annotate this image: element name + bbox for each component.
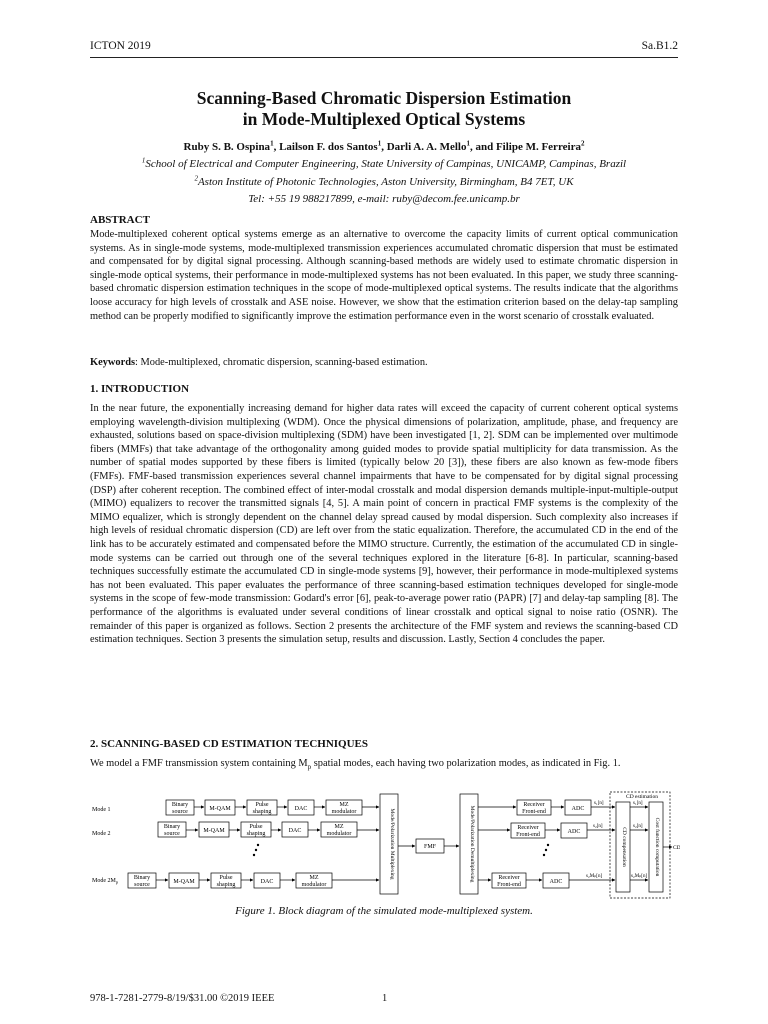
svg-text:MZ: MZ: [309, 875, 319, 881]
figure-1-block-diagram: [90, 790, 680, 902]
svg-text:M-QAM: M-QAM: [203, 828, 225, 834]
svg-text:source: source: [172, 809, 188, 815]
introduction-text: In the near future, the exponentially increasing demand for higher data rates will exceed the capacity of current coherent optical systems employing wavelength-division multiplexing (WDM). Once the physical dimensions of polarization, amplitude, phase, and frequency are exhausted, solutions based on space-division multiplexing (SDM) have been investigated [1, 2]. SDM can be implemented over multimode fibers (MMFs) that take advantage of the orthogonality among guided modes to provide spatial multiplicity for data transmission. As the number of spatial modes supported by these fibers is limited (typically below 20 [3]), these fibers are also known as few-mode fibers (FMFs). FMF-based transmission experiences several channel impairments that have to be compensated for by digital signal processing (DSP) after coherent reception. The combined effect of inter-modal crosstalk and modal dispersion demands multiple-input-multiple-output (MIMO) equalizers to recover the transmitted signals [4, 5]. A main point of concern in practical FMF systems is the complexity of the MIMO equalizer, which is strongly dependent on the channel delay spread caused by modal dispersion. Such complexity also increases if high levels of residual chromatic dispersion (CD) are left over from the static equalization. Therefore, the accumulated CD in the end of the link has to be accurately estimated and compensated before the MIMO structure. Currently, the estimation of the accumulated CD in single-mode systems can be carried out through one of the several techniques explored in the literature [6-8]. In particular, scanning-based techniques successfully estimate the accumulated CD in single-mode systems [9], however, their performance in mode-multiplexed systems has not been evaluated. This paper evaluates the performance of three scanning-based estimation techniques developed for single-mode systems in the scope of few-mode transmission: Godard's error [6], peak-to-average power ratio (PAPR) [7] and delay-tap sampling [8]. The performance of the algorithms is evaluated under several conditions of linear crosstalk and optical signal to noise ratio (OSNR). The remainder of this paper is organized as follows. Section 2 presents the architecture of the FMF system and reviews the scanning-based CD estimation techniques. Section 3 presents the simulation setup, results and discussion. Lastly, Section 4 concludes the paper.: [90, 403, 678, 646]
svg-text:MZ: MZ: [334, 824, 344, 830]
svg-text:DAC: DAC: [294, 806, 308, 812]
section-2-heading: 2. SCANNING-BASED CD ESTIMATION TECHNIQUES: [90, 738, 369, 750]
svg-text:CD compensation: CD compensation: [621, 827, 627, 867]
receiver-section: [478, 792, 680, 898]
author-4: and Filipe M. Ferreira: [475, 141, 581, 153]
svg-text:shaping: shaping: [216, 882, 236, 888]
svg-text:Pulse: Pulse: [219, 875, 233, 881]
keywords-label: Keywords: [90, 357, 136, 368]
affiliation-2: $^2$Aston Institute of Photonic Technologies, Aston University, Birmingham, B4 7ET, UK: [194, 174, 574, 188]
svg-text:shaping: shaping: [246, 831, 266, 837]
conference-name: ICTON 2019: [90, 40, 151, 52]
svg-text:shaping: shaping: [252, 809, 272, 815]
transmitter-section: [92, 794, 478, 894]
author-2: Lailson F. dos Santos: [279, 141, 378, 153]
header-rule: [90, 57, 678, 58]
paper-code: Sa.B1.2: [641, 40, 678, 52]
figure-1-caption: Figure 1. Block diagram of the simulated mode-multiplexed system.: [235, 905, 533, 917]
svg-text:s₂Mₚ[n]: s₂Mₚ[n]: [631, 874, 648, 879]
svg-text:Receiver: Receiver: [498, 875, 520, 881]
section-2-text: We model a FMF transmission system containing $M_p$ spatial modes, each having two polarization modes, as indicated in Fig. 1.: [90, 758, 621, 772]
svg-text:source: source: [164, 831, 180, 837]
title-line-2: in Mode-Multiplexed Optical Systems: [242, 109, 526, 129]
contact-info: Tel: +55 19 988217899, e-mail: ruby@decom.fee.unicamp.br: [248, 193, 520, 205]
abstract-text: Mode-multiplexed coherent optical systems emerge as an alternative to overcome the capacity limits of current optical communication systems. As in single-mode systems, mode-multiplexed transmission experiences accumulated chromatic dispersion that must be estimated and compensated for by digital signal processing. Although scanning-based methods are widely used to estimate chromatic dispersion in single-mode optical systems, their performance in mode-multiplexed systems has not been evaluated. In this paper, we study three scanning-based chromatic dispersion estimation techniques in the scope of mode-multiplexed optical systems. The results indicate that the algorithms loose accuracy for high levels of crosstalk and ASE noise. However, we show that the estimation criterion based on the delay-tap sampling method can be properly modified to significantly improve the estimation performance even in the worst scenario of crosstalk evaluated.: [90, 229, 678, 322]
svg-text:Receiver: Receiver: [517, 825, 539, 831]
svg-text:M-QAM: M-QAM: [173, 879, 195, 885]
svg-text:modulator: modulator: [331, 809, 357, 815]
svg-text:DAC: DAC: [288, 828, 302, 834]
paper-title: [90, 88, 678, 130]
svg-text:source: source: [134, 882, 150, 888]
keywords-text: : Mode-multiplexed, chromatic dispersion, scanning-based estimation.: [135, 357, 428, 368]
mode-2-label: Mode 2: [92, 831, 111, 837]
svg-text:modulator: modulator: [326, 831, 352, 837]
svg-text:Front-end: Front-end: [522, 809, 546, 815]
page-number: 1: [382, 993, 388, 1004]
svg-text:DAC: DAC: [260, 879, 274, 885]
svg-text:Receiver: Receiver: [523, 802, 545, 808]
author-4-affiliation: 2: [580, 139, 585, 148]
svg-text:ADC: ADC: [549, 879, 563, 885]
svg-text:CD: CD: [673, 845, 680, 851]
svg-text:CD estimation: CD estimation: [626, 794, 658, 800]
svg-text:Binary: Binary: [171, 802, 189, 808]
svg-text:M-QAM: M-QAM: [209, 806, 231, 812]
ellipsis-dots: [253, 844, 259, 856]
svg-text:Pulse: Pulse: [255, 802, 269, 808]
svg-text:Mode/Polarization Multiplexing: Mode/Polarization Multiplexing: [389, 808, 395, 880]
abstract-heading: ABSTRACT: [90, 214, 150, 226]
svg-text:Front-end: Front-end: [497, 882, 521, 888]
svg-text:Pulse: Pulse: [249, 824, 263, 830]
author-2-affiliation: 1: [377, 139, 382, 148]
svg-text:s₂[n]: s₂[n]: [593, 824, 603, 829]
svg-text:Front-end: Front-end: [516, 832, 540, 838]
svg-text:ADC: ADC: [567, 829, 581, 835]
svg-text:s₂Mₚ[n]: s₂Mₚ[n]: [586, 874, 603, 879]
title-line-1: Scanning-Based Chromatic Dispersion Estimation: [196, 88, 572, 108]
svg-text:s₂[n]: s₂[n]: [633, 824, 643, 829]
svg-text:s₁[n]: s₁[n]: [594, 801, 604, 806]
svg-text:FMF: FMF: [423, 844, 437, 850]
author-1: Ruby S. B. Ospina: [183, 141, 271, 153]
svg-text:MZ: MZ: [339, 802, 349, 808]
cd-estimation-box: [610, 792, 670, 898]
mode-2mp-label: Mode $2M_p$: [92, 878, 119, 885]
author-1-affiliation: 1: [270, 139, 274, 148]
introduction-heading: 1. INTRODUCTION: [90, 383, 190, 395]
svg-text:ADC: ADC: [571, 806, 585, 812]
author-3: Darli A. A. Mello: [386, 141, 467, 153]
svg-text:modulator: modulator: [301, 882, 327, 888]
mode-1-label: Mode 1: [92, 807, 111, 813]
author-list: Ruby S. B. Ospina$^1$, Lailson F. dos Santos$^1$, Darli A. A. Mello$^1$, and Filipe M. Ferreira$^2$: [183, 139, 585, 153]
running-header: [90, 40, 678, 56]
svg-text:s₁[n]: s₁[n]: [633, 801, 643, 806]
svg-text:Mode/Polarization Demultiplexi: Mode/Polarization Demultiplexing: [469, 805, 475, 883]
block-diagram-svg: [90, 790, 680, 902]
svg-text:Binary: Binary: [163, 824, 181, 830]
copyright-footer: 978-1-7281-2779-8/19/$31.00 ©2019 IEEE: [90, 993, 275, 1004]
ellipsis-dots: [543, 844, 549, 856]
keywords: [90, 356, 678, 370]
author-3-affiliation: 1: [466, 139, 470, 148]
svg-text:Cost function computation: Cost function computation: [654, 817, 660, 877]
svg-text:Binary: Binary: [133, 875, 151, 881]
affiliation-1: $^1$School of Electrical and Computer Engineering, State University of Campinas, UNICAMP, Campinas, Brazil: [141, 156, 627, 170]
